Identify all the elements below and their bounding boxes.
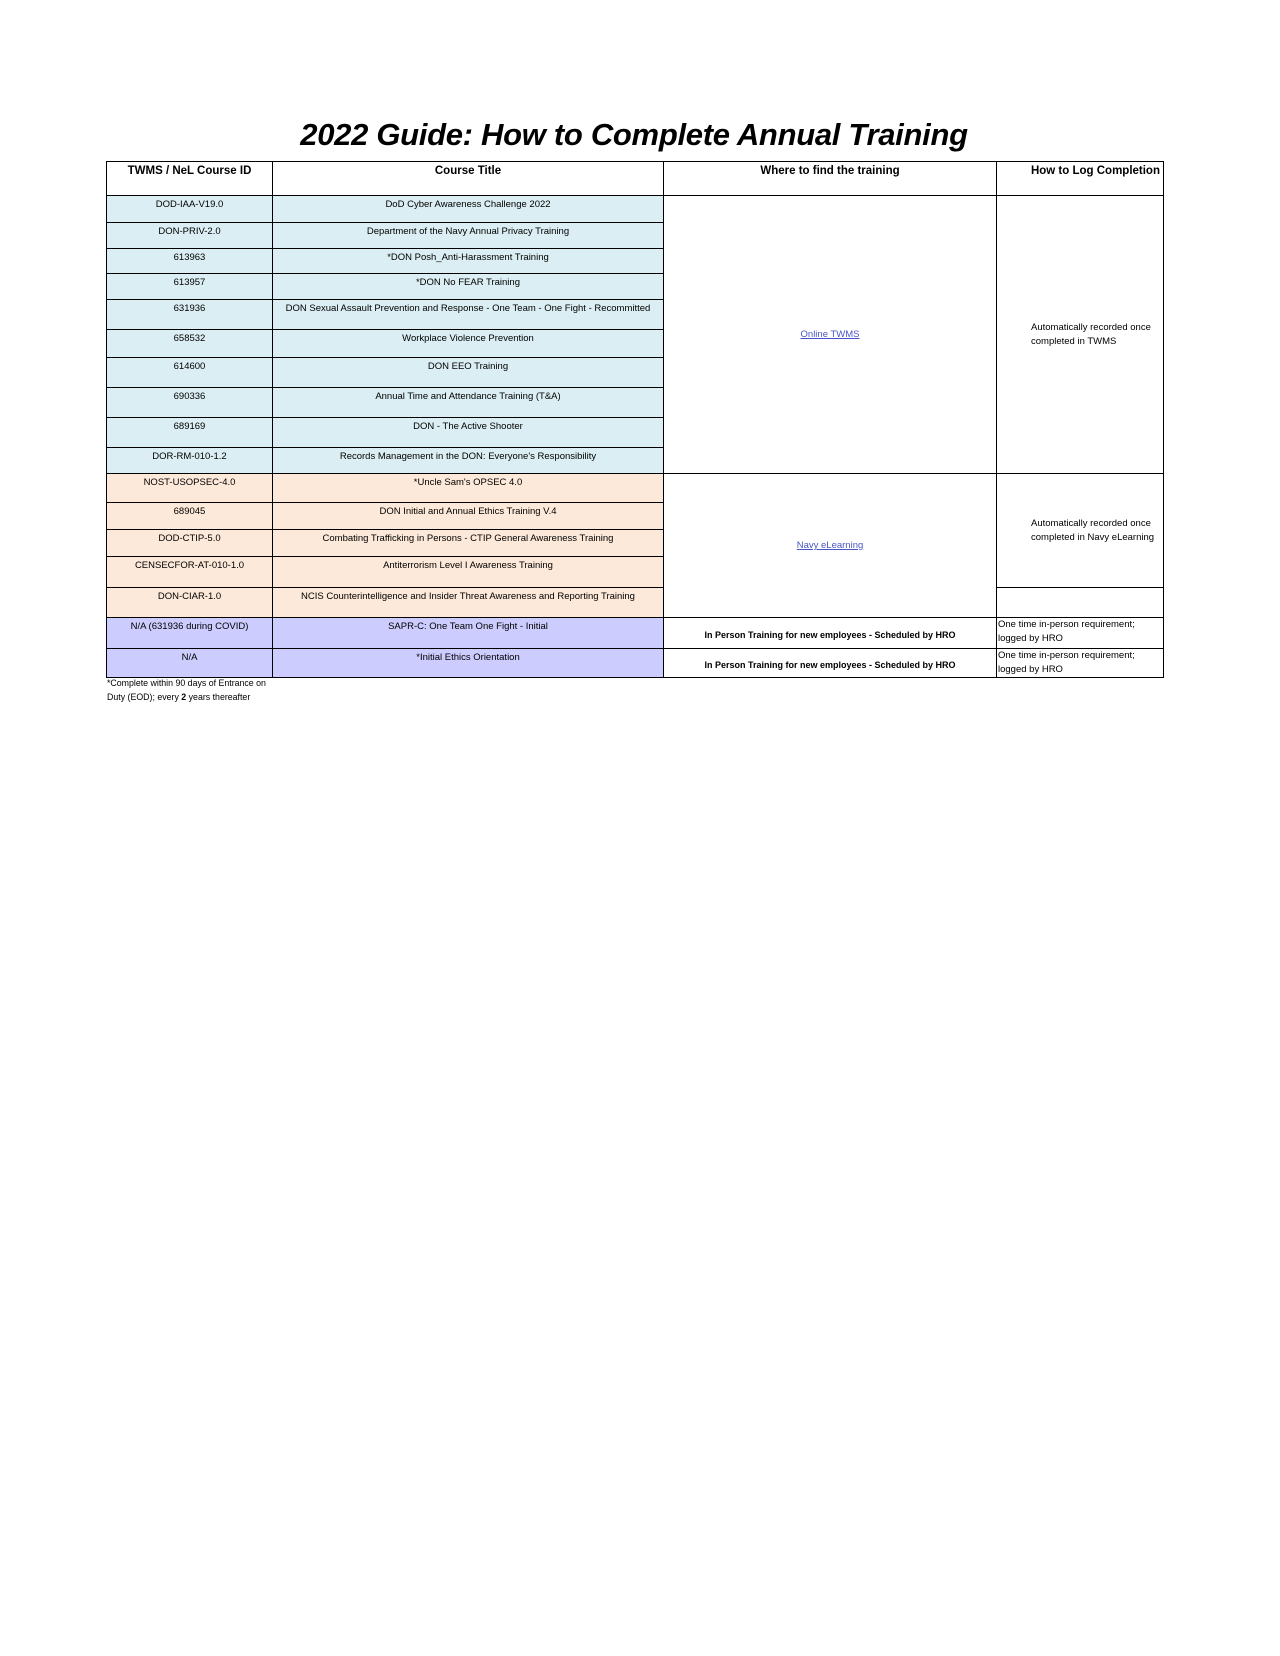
online-twms-link[interactable]: Online TWMS: [800, 329, 860, 340]
course-title: Records Management in the DON: Everyone's Responsibility: [273, 448, 664, 474]
table-row: [107, 196, 1164, 223]
course-id: 614600: [107, 358, 273, 388]
log-nel: Automatically recorded once completed in Navy eLearning: [997, 474, 1164, 588]
table-row: [107, 474, 1164, 503]
where-inperson: In Person Training for new employees - Scheduled by HRO: [664, 649, 997, 678]
course-id: DOR-RM-010-1.2: [107, 448, 273, 474]
footnote-text-end: years thereafter: [186, 692, 251, 702]
header-row: [107, 162, 1164, 196]
course-title: DON - The Active Shooter: [273, 418, 664, 448]
table-row: [107, 618, 1164, 649]
log-inperson: One time in-person requirement; logged by HRO: [997, 618, 1164, 649]
course-title: *Initial Ethics Orientation: [273, 649, 664, 678]
header-course-title: Course Title: [273, 162, 664, 196]
course-title: Annual Time and Attendance Training (T&A): [273, 388, 664, 418]
course-title: Combating Trafficking in Persons - CTIP General Awareness Training: [273, 530, 664, 557]
course-id: N/A: [107, 649, 273, 678]
course-id: DON-PRIV-2.0: [107, 223, 273, 249]
course-title: *Uncle Sam's OPSEC 4.0: [273, 474, 664, 503]
course-id: CENSECFOR-AT-010-1.0: [107, 557, 273, 588]
log-empty: [997, 588, 1164, 618]
course-id: 631936: [107, 300, 273, 330]
header-course-id: TWMS / NeL Course ID: [107, 162, 273, 196]
footnote-bold: 2: [181, 692, 187, 702]
course-title: DON Sexual Assault Prevention and Response - One Team - One Fight - Recommitted: [273, 300, 664, 330]
course-id: DOD-CTIP-5.0: [107, 530, 273, 557]
course-title: SAPR-C: One Team One Fight - Initial: [273, 618, 664, 649]
course-id: DON-CIAR-1.0: [107, 588, 273, 618]
footnote-text: *Complete within 90 days of Entrance on Duty (EOD); every: [107, 678, 266, 702]
where-twms-cell: [664, 196, 997, 474]
table-row: [107, 649, 1164, 678]
course-id: 689045: [107, 503, 273, 530]
course-id: NOST-USOPSEC-4.0: [107, 474, 273, 503]
page-title: 2022 Guide: How to Complete Annual Training: [300, 117, 968, 152]
header-how-to-log: How to Log Completion: [997, 162, 1164, 196]
course-id: 689169: [107, 418, 273, 448]
course-id: 690336: [107, 388, 273, 418]
course-id: N/A (631936 during COVID): [107, 618, 273, 649]
course-title: DON EEO Training: [273, 358, 664, 388]
navy-elearning-link[interactable]: Navy eLearning: [796, 540, 864, 551]
course-title: NCIS Counterintelligence and Insider Threat Awareness and Reporting Training: [273, 588, 664, 618]
course-title: DoD Cyber Awareness Challenge 2022: [273, 196, 664, 223]
course-id: 613957: [107, 274, 273, 300]
course-title: *DON Posh_Anti-Harassment Training: [273, 249, 664, 274]
course-title: *DON No FEAR Training: [273, 274, 664, 300]
where-nel-cell: [664, 474, 997, 618]
training-table: [106, 161, 1164, 678]
course-id: 613963: [107, 249, 273, 274]
course-title: Department of the Navy Annual Privacy Training: [273, 223, 664, 249]
log-inperson: One time in-person requirement; logged by HRO: [997, 649, 1164, 678]
header-where: Where to find the training: [664, 162, 997, 196]
log-twms: Automatically recorded once completed in TWMS: [997, 196, 1164, 474]
table-row: [107, 588, 1164, 618]
footnote: [107, 676, 282, 704]
course-id: 658532: [107, 330, 273, 358]
course-title: Antiterrorism Level I Awareness Training: [273, 557, 664, 588]
course-id: DOD-IAA-V19.0: [107, 196, 273, 223]
course-title: Workplace Violence Prevention: [273, 330, 664, 358]
where-inperson: In Person Training for new employees - Scheduled by HRO: [664, 618, 997, 649]
course-title: DON Initial and Annual Ethics Training V.4: [273, 503, 664, 530]
